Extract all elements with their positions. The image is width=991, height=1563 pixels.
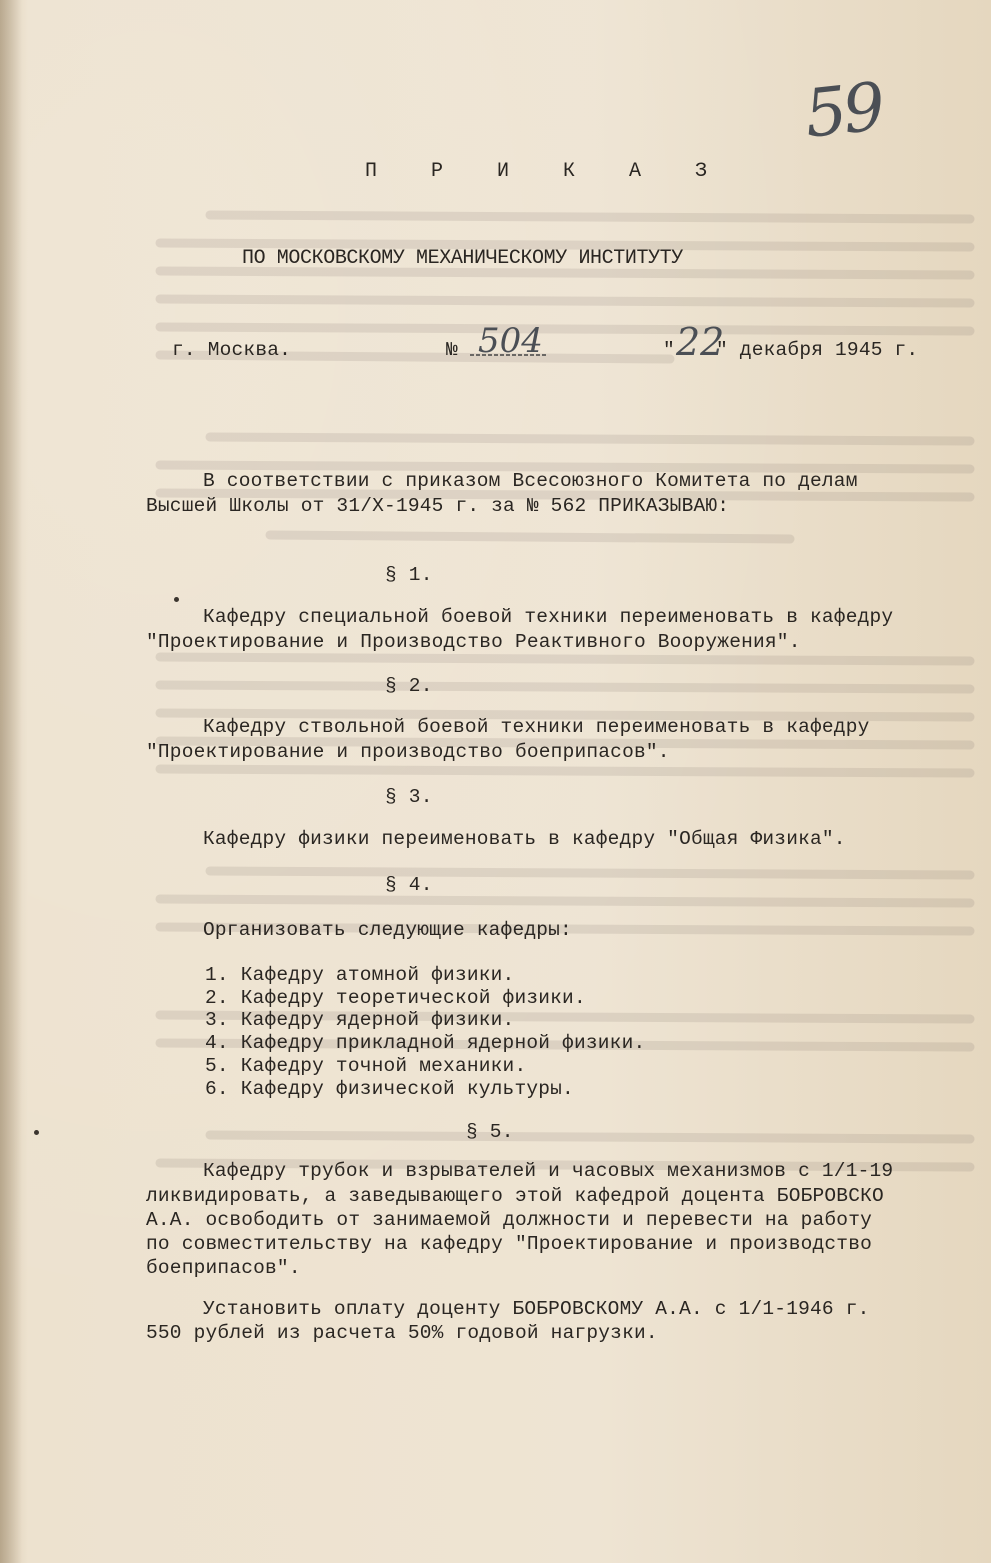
section-5-line-5: боеприпасов". bbox=[146, 1257, 301, 1279]
city: г. Москва. bbox=[172, 339, 292, 361]
date-open-quote: " bbox=[663, 339, 675, 361]
section-4-line-1: Организовать следующие кафедры: bbox=[203, 919, 572, 941]
section-4-item-3: 3. Кафедру ядерной физики. bbox=[205, 1009, 515, 1031]
section-1-line-2: "Проектирование и Производство Реактивного Вооружения". bbox=[146, 631, 801, 653]
section-2-line-1: Кафедру ствольной боевой техники переименовать в кафедру bbox=[203, 716, 870, 738]
section-4-item-4: 4. Кафедру прикладной ядерной физики. bbox=[205, 1032, 646, 1054]
section-4-item-5: 5. Кафедру точной механики. bbox=[205, 1055, 527, 1077]
section-3-heading: § 3. bbox=[385, 786, 433, 808]
number-underline bbox=[470, 352, 550, 358]
section-2-line-2: "Проектирование и производство боеприпасов". bbox=[146, 741, 670, 763]
section-5-heading: § 5. bbox=[466, 1121, 514, 1143]
section-5-line-4: по совместительству на кафедру "Проектирование и производство bbox=[146, 1233, 873, 1255]
ink-speck bbox=[174, 597, 179, 602]
section-5-line-7: 550 рублей из расчета 50% годовой нагрузки. bbox=[146, 1322, 658, 1344]
preamble-line-2: Высшей Школы от 31/X-1945 г. за № 562 ПРИКАЗЫВАЮ: bbox=[146, 495, 730, 517]
page-number-handwritten: 59 bbox=[801, 68, 885, 153]
date-day: 22 bbox=[676, 320, 725, 364]
section-1-line-1: Кафедру специальной боевой техники переименовать в кафедру bbox=[203, 606, 894, 628]
section-5-line-1: Кафедру трубок и взрывателей и часовых механизмов с 1/1-19 bbox=[203, 1160, 894, 1182]
preamble-line-1: В соответствии с приказом Всесоюзного Комитета по делам bbox=[203, 470, 858, 492]
section-4-item-6: 6. Кафедру физической культуры. bbox=[205, 1078, 574, 1100]
section-5-line-6: Установить оплату доценту БОБРОВСКОМУ А.А. с 1/1-1946 г. bbox=[203, 1298, 870, 1320]
section-3-line-1: Кафедру физики переименовать в кафедру "Общая Физика". bbox=[203, 828, 846, 850]
document-title: П Р И К А З bbox=[365, 160, 729, 183]
ink-speck bbox=[34, 1130, 39, 1135]
section-2-heading: § 2. bbox=[385, 675, 433, 697]
section-1-heading: § 1. bbox=[385, 564, 433, 586]
section-4-item-1: 1. Кафедру атомной физики. bbox=[205, 964, 515, 986]
section-4-heading: § 4. bbox=[385, 874, 433, 896]
order-number: 504 bbox=[478, 321, 543, 361]
page-fold-shadow bbox=[0, 0, 22, 1563]
section-5-line-2: ликвидировать, а заведывающего этой кафедрой доцента БОБРОВСКО bbox=[146, 1185, 884, 1207]
number-label: № bbox=[446, 339, 458, 361]
date-rest: " декабря 1945 г. bbox=[716, 339, 919, 361]
section-4-item-2: 2. Кафедру теоретической физики. bbox=[205, 987, 586, 1009]
section-5-line-3: А.А. освободить от занимаемой должности и перевести на работу bbox=[146, 1209, 873, 1231]
document-subtitle: ПО МОСКОВСКОМУ МЕХАНИЧЕСКОМУ ИНСТИТУТУ bbox=[242, 247, 683, 270]
